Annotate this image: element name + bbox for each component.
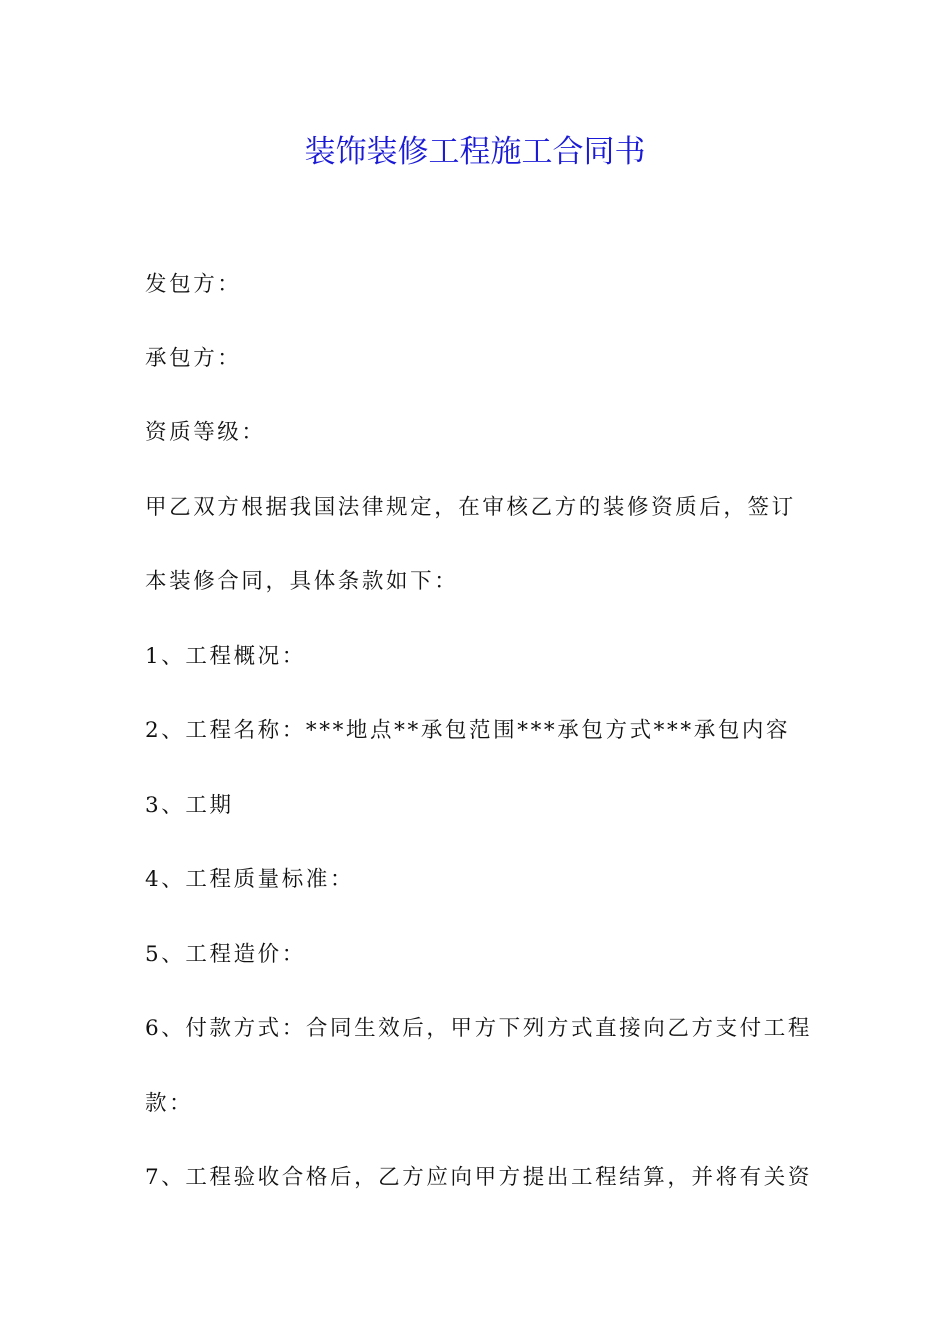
- qualification-line: 资质等级：: [145, 420, 266, 445]
- clause-7-line-1: 7、工程验收合格后，乙方应向甲方提出工程结算，并将有关资: [145, 1165, 812, 1190]
- clause-5: 5、工程造价：: [145, 942, 306, 967]
- party-a-line: 发包方：: [145, 272, 242, 297]
- clause-6-line-2: 款：: [145, 1091, 194, 1116]
- clause-3: 3、工期: [145, 793, 234, 818]
- clause-4: 4、工程质量标准：: [145, 867, 355, 892]
- intro-paragraph-line-1: 甲乙双方根据我国法律规定，在审核乙方的装修资质后，签订: [145, 495, 796, 520]
- document-title: 装饰装修工程施工合同书: [304, 134, 646, 170]
- clause-1: 1、工程概况：: [145, 644, 306, 669]
- clause-2: 2、工程名称：***地点**承包范围***承包方式***承包内容: [145, 718, 791, 743]
- intro-paragraph-line-2: 本装修合同，具体条款如下：: [145, 569, 459, 594]
- party-b-line: 承包方：: [145, 346, 242, 371]
- clause-6-line-1: 6、付款方式：合同生效后，甲方下列方式直接向乙方支付工程: [145, 1016, 812, 1041]
